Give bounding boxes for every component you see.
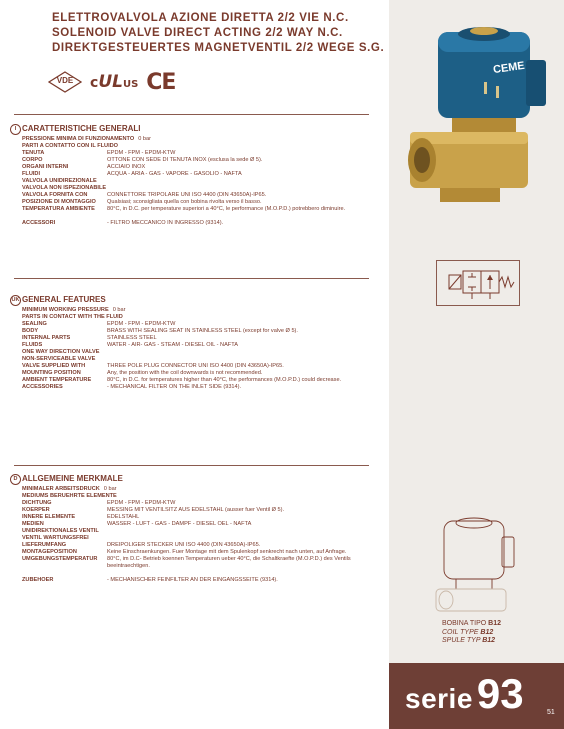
pressure-row: MINIMALER ARBEITSDRUCK 0 bar [22,486,117,492]
page-number: 51 [547,709,555,716]
section-title: CARATTERISTICHE GENERALI [22,124,141,133]
section-title: GENERAL FEATURES [22,295,106,304]
solenoid-valve-image [400,20,560,210]
spec-row: ORGANI INTERNI ACCIAIO INOX [22,164,146,170]
spec-row: ONE WAY DIRECTION VALVE [22,349,100,355]
spec-row: KOERPER MESSING MIT VENTILSITZ AUS EDELSTAHL (ausser fuer Ventil Ø 5). [22,507,285,513]
cul-mark-icon [90,72,138,92]
cul-us: US [122,79,139,90]
spec-row: DICHTUNG EPDM - FPM - EPDM-KTW [22,500,176,506]
spec-row: POSIZIONE DI MONTAGGIO Qualsiasi; sconsigliata quella con bobina rivolta verso il basso. [22,199,262,205]
spec-row: TEMPERATURA AMBIENTE 80°C, in D.C. per temperature superiori a 40°C, le performance (M.O.P.D.) potrebbero diminuire. [22,206,346,212]
pressure-row: MINIMUM WORKING PRESSURE 0 bar [22,307,126,313]
divider-1 [14,114,369,115]
spec-row: INNERE ELEMENTE EDELSTAHL [22,514,140,520]
spec-row: NON-SERVICEABLE VALVE [22,356,96,362]
spec-row: VALVOLA NON ISPEZIONABILE [22,185,107,191]
cul-ul: UL [98,72,123,92]
spec-row: VALVOLA FORNITA CON CONNETTORE TRIPOLARE UNI ISO 4400 (DIN 43650A)-IP65. [22,192,267,198]
vde-mark-icon [48,71,82,93]
spec-row: FLUIDS WATER - AIR- GAS - STEAM - DIESEL OIL - NAFTA [22,342,238,348]
coil-type-english: COIL TYPE B12 [442,628,494,636]
spec-row: UNIDIREKTIONALES VENTIL [22,528,99,534]
title-italian: ELETTROVALVOLA AZIONE DIRETTA 2/2 VIE N.C. [52,12,349,24]
spec-row: TENUTA EPDM - FPM - EPDM-KTW [22,150,176,156]
spec-row: VALVE SUPPLIED WITH THREE POLE PLUG CONNECTOR UNI ISO 4400 (DIN 43650A)-IP65. [22,363,284,369]
spec-row: UMGEBUNGSTEMPERATUR 80°C, im D.C- Betrieb koennen Temperaturen ueber 40°C, die Schaltkraefte (M.O.P.D.) des Ventils beeintraechtigen. [22,556,351,569]
pressure-row: PRESSIONE MINIMA DI FUNZIONAMENTO 0 bar [22,136,151,142]
coil-type-info [442,620,501,646]
spec-row: SEALING EPDM - FPM - EPDM-KTW [22,321,176,327]
divider-3 [14,465,369,466]
series-number: 93 [476,670,524,717]
spec-row: BODY BRASS WITH SEALING SEAT IN STAINLESS STEEL (except for valve Ø 5). [22,328,298,334]
divider-2 [14,278,369,279]
spec-row: MEDIEN WASSER - LUFT - GAS - DAMPF - DIESEL OEL - NAFTA [22,521,252,527]
lang-badge-english: UK [10,295,21,306]
spec-row: FLUIDI ACQUA - ARIA - GAS - VAPORE - GASOLIO - NAFTA [22,171,242,177]
spec-row: CORPO OTTONE CON SEDE DI TENUTA INOX (esclusa la sede Ø 5). [22,157,263,163]
page-header [52,11,385,56]
valve-symbol-diagram [436,260,520,306]
cul-c: c [90,75,99,91]
ce-mark-icon: CE [146,69,176,95]
spec-row: VALVOLA UNIDIREZIONALE [22,178,97,184]
contact-row: PARTS IN CONTACT WITH THE FLUID [22,314,123,320]
lang-badge-italian: I [10,124,21,135]
accessories-row: ZUBEHOER - MECHANISCHER FEINFILTER AN DER EINGANGSSEITE (9314). [22,577,278,583]
series-label [405,670,524,718]
lang-badge-german: D [10,474,21,485]
coil-type-italian: BOBINA TIPO B12 [442,620,502,627]
spec-row: INTERNAL PARTS STAINLESS STEEL [22,335,157,341]
coil-outline-drawing [430,515,520,615]
spec-row: MOUNTING POSITION Any, the position with the coil downwards is not recommended. [22,370,263,376]
title-german: DIREKTGESTEUERTES MAGNETVENTIL 2/2 WEGE S.G. [52,42,385,54]
contact-row: MEDIUMS BERUEHRTE ELEMENTE [22,493,117,499]
certification-marks [48,70,175,94]
contact-row: PARTI A CONTATTO CON IL FLUIDO [22,143,119,149]
section-german [10,474,378,584]
section-title: ALLGEMEINE MERKMALE [22,474,123,483]
vde-label: VDE [56,76,74,85]
brand-label: CEME [492,59,526,77]
section-english [10,295,378,391]
spec-row: MONTAGEPOSITION Keine Einschraenkungen. Fuer Montage mit dem Spulenkopf senkrecht nach unten, auf Anfrage. [22,549,347,555]
spec-row: LIEFERUMFANG DREIPOLIGER STECKER UNI ISO 4400 (DIN 43650A)-IP65. [22,542,261,548]
accessories-row: ACCESSORIES - MECHANICAL FILTER ON THE INLET SIDE (9314). [22,384,242,390]
series-word: serie [405,683,473,714]
title-english: SOLENOID VALVE DIRECT ACTING 2/2 WAY N.C. [52,27,343,39]
coil-type-german: SPULE TYP B12 [442,637,496,644]
spec-row: AMBIENT TEMPERATURE 80°C, in D.C. for temperatures higher than 40°C, the performances (M.O.P.D.) could decrease. [22,377,342,383]
accessories-row: ACCESSORI - FILTRO MECCANICO IN INGRESSO (9314). [22,220,224,226]
section-italian [10,124,378,227]
spec-row: VENTIL WARTUNGSFREI [22,535,89,541]
